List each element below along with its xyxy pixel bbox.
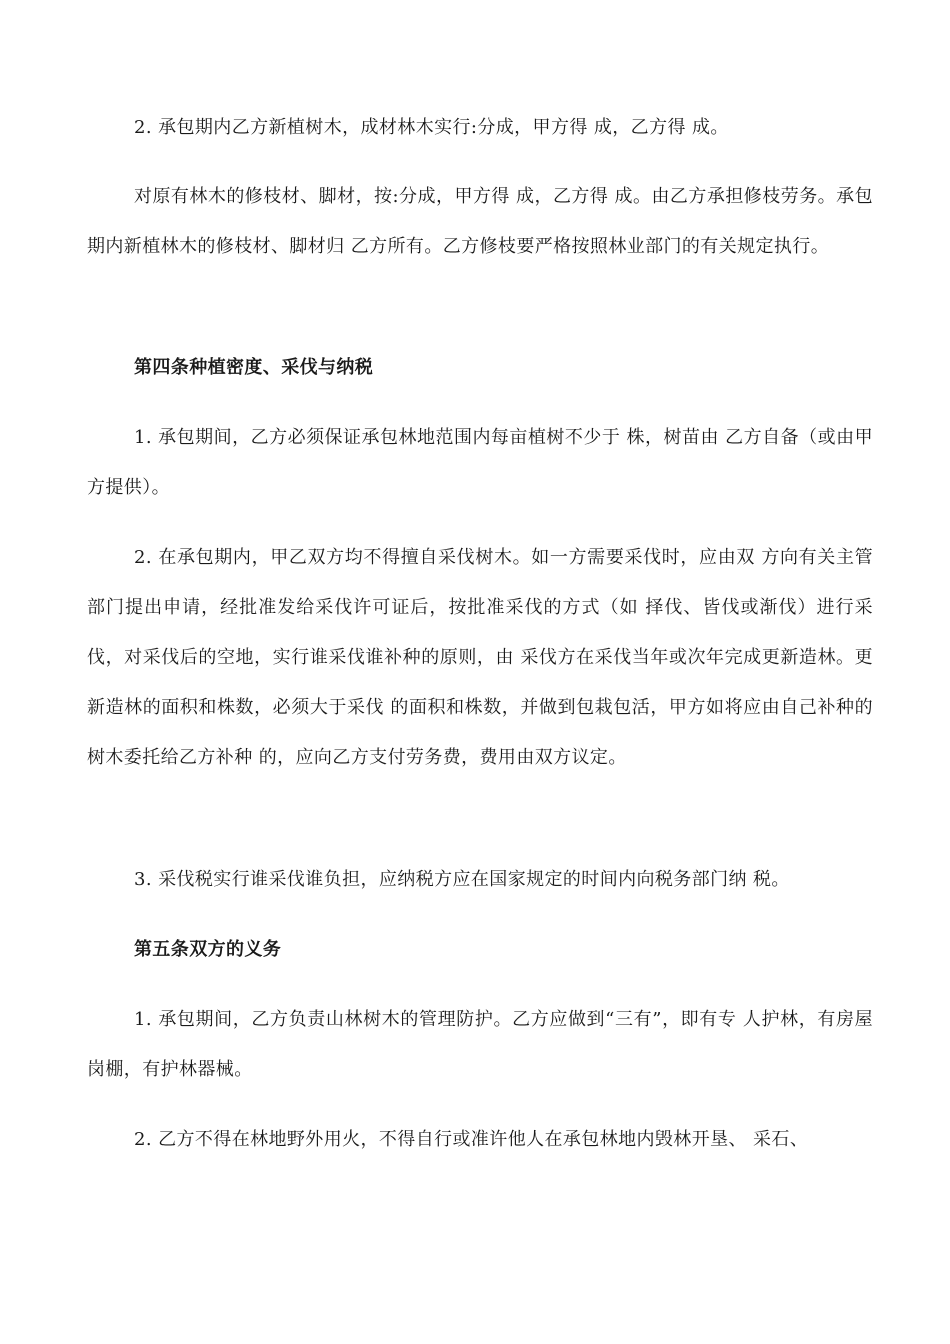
paragraph-logging-rules: 2. 在承包期内，甲乙双方均不得擅自采伐树木。如一方需要采伐时，应由双 方向有关主管部门提出申请，经批准发给采伐许可证后，按批准采伐的方式（如 择伐、皆伐或渐伐）进行采伐，对采伐后的空地，实行谁采伐谁补种的原则，由 采伐方在采伐当年或次年完成更新造林。更新造林的面积和株数，必须大于采伐 的面积和株数，并做到包栽包活，甲方如将应由自己补种的树木委托给乙方补种 的，应向乙方支付劳务费，费用由双方议定。 xyxy=(87,547,873,768)
section-heading-article-5: 第五条双方的义务 xyxy=(134,939,282,960)
paragraph-pruning-timber: 对原有林木的修枝材、脚材，按:分成，甲方得 成，乙方得 成。由乙方承担修枝劳务。承包期内新植林木的修枝材、脚材归 乙方所有。乙方修枝要严格按照林业部门的有关规定执行。 xyxy=(87,186,873,257)
paragraph-forest-protection: 1. 承包期间，乙方负责山林树木的管理防护。乙方应做到“三有”，即有专 人护林，有房屋岗棚，有护林器械。 xyxy=(87,1009,873,1080)
paragraph-fire-prohibition: 2. 乙方不得在林地野外用火，不得自行或准许他人在承包林地内毁林开垦、 采石、 xyxy=(134,1129,809,1150)
paragraph-tree-share: 2. 承包期内乙方新植树木，成材林木实行:分成，甲方得 成，乙方得 成。 xyxy=(134,117,729,138)
paragraph-planting-density: 1. 承包期间，乙方必须保证承包林地范围内每亩植树不少于 株，树苗由 乙方自备（或由甲方提供）。 xyxy=(87,427,873,498)
section-heading-article-4: 第四条种植密度、采伐与纳税 xyxy=(134,357,374,378)
paragraph-logging-tax: 3. 采伐税实行谁采伐谁负担，应纳税方应在国家规定的时间内向税务部门纳 税。 xyxy=(134,869,790,890)
